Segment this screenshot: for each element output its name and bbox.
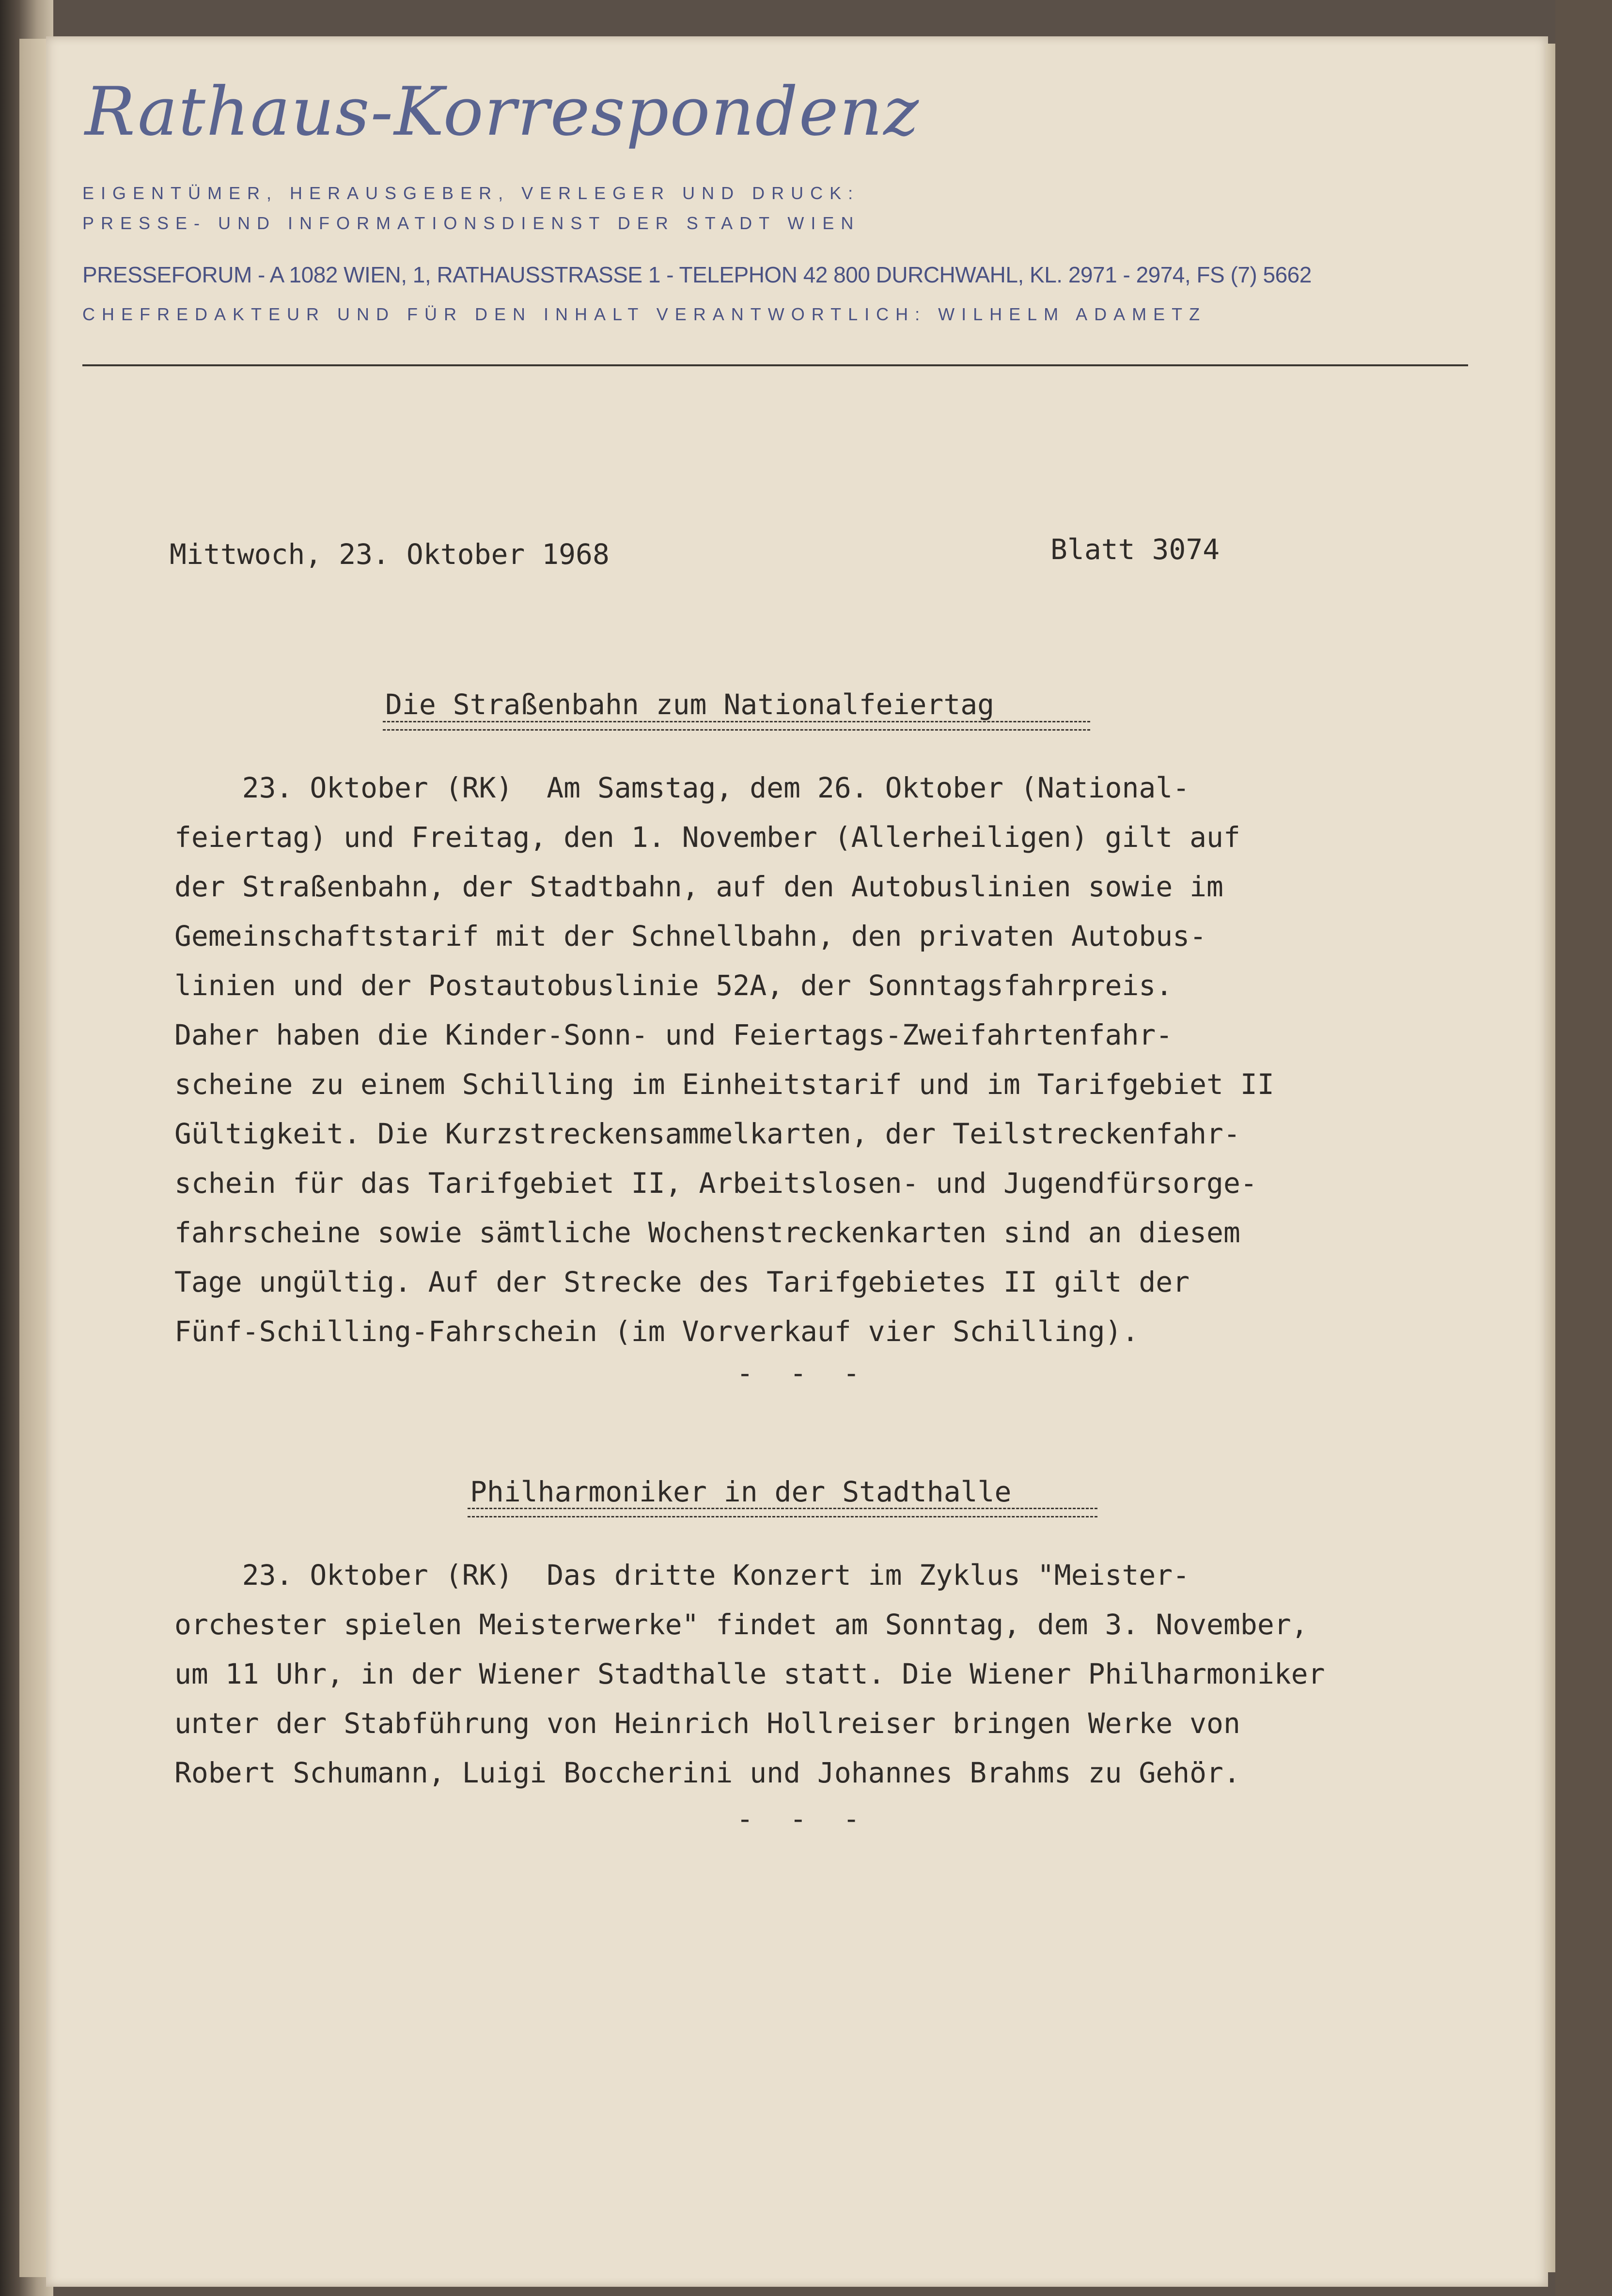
article-2-separator: - - -: [736, 1802, 870, 1835]
article-2-body: [174, 1550, 1325, 1797]
body-line: schein für das Tarifgebiet II, Arbeitslosen- und Jugendfürsorge-: [174, 1167, 1257, 1200]
article-2-heading: Philharmoniker in der Stadthalle: [470, 1475, 1012, 1508]
body-line: feiertag) und Freitag, den 1. November (Allerheiligen) gilt auf: [174, 821, 1240, 854]
background-right: [1555, 0, 1612, 2296]
body-line: 23. Oktober (RK) Am Samstag, dem 26. Oktober (National-: [174, 771, 1190, 804]
article-2-heading-underline: [468, 1508, 1097, 1517]
masthead-address-line: PRESSEFORUM - A 1082 WIEN, 1, RATHAUSSTRASSE 1 - TELEPHON 42 800 DURCHWAHL, KL. 2971 - 2974, FS (7) 5662: [82, 262, 1312, 287]
body-line: linien und der Postautobuslinie 52A, der Sonntagsfahrpreis.: [174, 969, 1173, 1002]
article-1-heading: Die Straßenbahn zum Nationalfeiertag: [385, 688, 995, 721]
page-edge: [1546, 44, 1555, 2272]
masthead-rule: [82, 364, 1468, 366]
masthead-title: Rathaus-Korrespondenz: [85, 73, 920, 151]
body-line: orchester spielen Meisterwerke" findet am Sonntag, dem 3. November,: [174, 1608, 1308, 1641]
body-line: um 11 Uhr, in der Wiener Stadthalle statt. Die Wiener Philharmoniker: [174, 1657, 1325, 1690]
body-line: Daher haben die Kinder-Sonn- und Feiertags-Zweifahrtenfahr-: [174, 1018, 1173, 1051]
body-line: fahrscheine sowie sämtliche Wochenstreckenkarten sind an diesem: [174, 1216, 1240, 1249]
body-line: Gemeinschaftstarif mit der Schnellbahn, den privaten Autobus-: [174, 920, 1207, 953]
article-1-heading-underline: [383, 721, 1090, 731]
sheet-number: Blatt 3074: [1050, 533, 1220, 566]
body-line: unter der Stabführung von Heinrich Hollreiser bringen Werke von: [174, 1707, 1240, 1740]
body-line: Gültigkeit. Die Kurzstreckensammelkarten, der Teilstreckenfahr-: [174, 1117, 1240, 1150]
article-1-separator: - - -: [736, 1357, 870, 1390]
body-line: der Straßenbahn, der Stadtbahn, auf den Autobuslinien sowie im: [174, 870, 1223, 903]
body-line: Robert Schumann, Luigi Boccherini und Johannes Brahms zu Gehör.: [174, 1756, 1240, 1789]
previous-page-edge: [19, 39, 48, 2277]
body-line: scheine zu einem Schilling im Einheitstarif und im Tarifgebiet II: [174, 1068, 1274, 1101]
body-line: 23. Oktober (RK) Das dritte Konzert im Zyklus "Meister-: [174, 1559, 1190, 1592]
body-line: Fünf-Schilling-Fahrschein (im Vorverkauf vier Schilling).: [174, 1315, 1139, 1348]
body-line: Tage ungültig. Auf der Strecke des Tarifgebietes II gilt der: [174, 1265, 1190, 1298]
article-1-body: [174, 763, 1274, 1356]
masthead-editor-line: CHEFREDAKTEUR UND FÜR DEN INHALT VERANTWORTLICH: WILHELM ADAMETZ: [82, 304, 1207, 324]
dateline: Mittwoch, 23. Oktober 1968: [170, 538, 610, 571]
masthead-owner-line: EIGENTÜMER, HERAUSGEBER, VERLEGER UND DRUCK:: [82, 183, 860, 203]
masthead-publisher-line: PRESSE- UND INFORMATIONSDIENST DER STADT WIEN: [82, 213, 861, 233]
